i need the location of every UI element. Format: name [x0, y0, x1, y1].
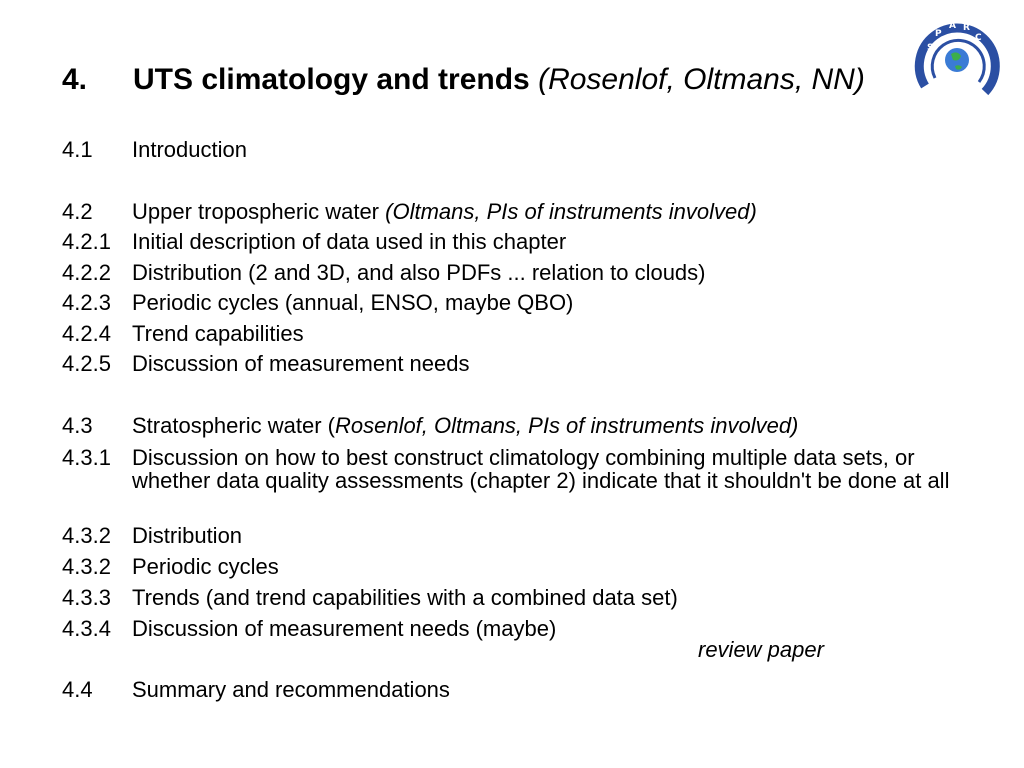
- item-number: 4.3.2: [62, 523, 111, 548]
- svg-text:R: R: [963, 23, 970, 33]
- sparc-logo: [905, 8, 1005, 108]
- item-text: Trends (and trend capabilities with a combined data set): [132, 585, 678, 610]
- item-text: Stratospheric water (Rosenlof, Oltmans, PIs of instruments involved): [132, 413, 799, 438]
- title-authors: (Rosenlof, Oltmans, NN): [538, 63, 865, 96]
- slide-title: [62, 60, 865, 100]
- item-number: 4.3.3: [62, 585, 111, 610]
- item-text: Distribution (2 and 3D, and also PDFs ... relation to clouds): [132, 260, 706, 285]
- item-number: 4.3: [62, 413, 93, 438]
- item-number: 4.2: [62, 199, 93, 224]
- svg-text:S: S: [927, 43, 934, 53]
- item-number: 4.2.1: [62, 229, 111, 254]
- item-text: Introduction: [132, 137, 247, 162]
- svg-text:A: A: [949, 21, 956, 31]
- item-text: Upper tropospheric water (Oltmans, PIs of instruments involved): [132, 199, 757, 224]
- item-number: 4.2.2: [62, 260, 111, 285]
- item-text: Summary and recommendations: [132, 677, 450, 702]
- title-text: UTS climatology and trends: [133, 63, 530, 96]
- item-number: 4.3.1: [62, 445, 111, 470]
- item-text: Periodic cycles: [132, 554, 279, 579]
- item-text: Discussion of measurement needs (maybe): [132, 616, 557, 641]
- item-text: Trend capabilities: [132, 321, 304, 346]
- item-number: 4.2.4: [62, 321, 111, 346]
- item-text: Initial description of data used in this chapter: [132, 229, 567, 254]
- item-text: Distribution: [132, 523, 243, 548]
- item-number: 4.1: [62, 137, 93, 162]
- item-text: Discussion on how to best construct climatology combining multiple data sets, or whether data quality assessments (chapter 2) indicate that it shouldn't be done at all: [132, 445, 950, 493]
- item-text: Periodic cycles (annual, ENSO, maybe QBO): [132, 290, 574, 315]
- item-number: 4.2.5: [62, 351, 111, 376]
- item-text: Discussion of measurement needs: [132, 351, 470, 376]
- title-number: 4.: [62, 63, 88, 96]
- review-paper-note: review paper: [698, 637, 824, 662]
- item-number: 4.4: [62, 677, 93, 702]
- svg-text:P: P: [935, 29, 942, 39]
- item-number: 4.3.4: [62, 616, 111, 641]
- item-number: 4.3.2: [62, 554, 111, 579]
- svg-text:C: C: [975, 33, 982, 43]
- item-number: 4.2.3: [62, 290, 111, 315]
